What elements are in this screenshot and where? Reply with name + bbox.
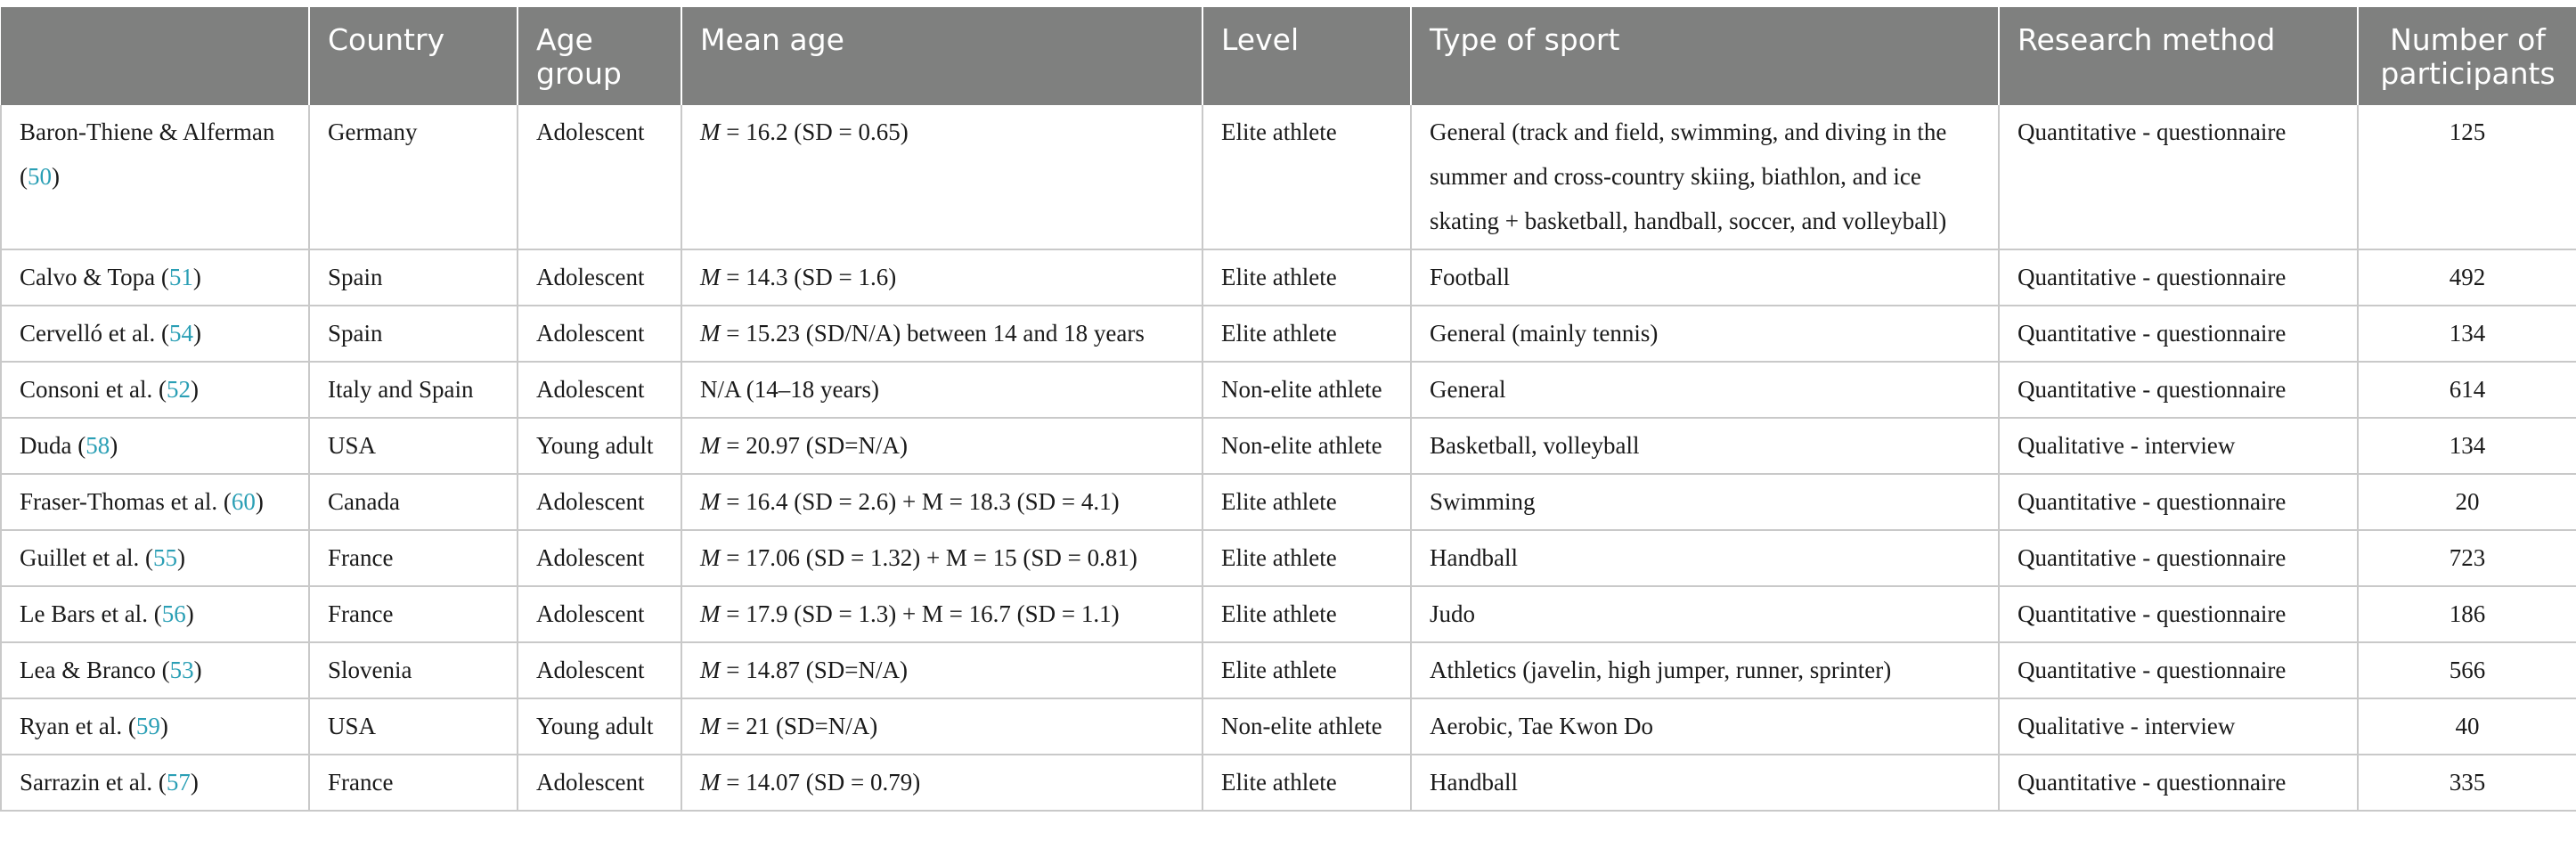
- country-text: France: [328, 600, 394, 627]
- mean-symbol: M: [700, 118, 721, 145]
- participants-count: 40: [2455, 713, 2480, 739]
- level-cell: [1202, 530, 1411, 586]
- sport-cell: [1411, 586, 1999, 642]
- study-cell: [1, 249, 309, 306]
- participants-count: 566: [2449, 657, 2486, 683]
- reference-link[interactable]: 59: [135, 713, 160, 739]
- reference-link[interactable]: 50: [28, 163, 52, 190]
- table-row: [1, 249, 2576, 306]
- participants-cell: [2358, 755, 2576, 811]
- sport-cell: [1411, 306, 1999, 362]
- study-author: Le Bars et al. (: [20, 600, 162, 627]
- mean-age-cell: [681, 362, 1202, 418]
- age-group-cell: [518, 249, 681, 306]
- method-cell: [1999, 698, 2358, 755]
- method-cell: [1999, 306, 2358, 362]
- table-row: [1, 586, 2576, 642]
- participants-count: 125: [2449, 118, 2486, 145]
- table-row: [1, 306, 2576, 362]
- method-text: Quantitative - questionnaire: [2018, 600, 2287, 627]
- country-text: Spain: [328, 264, 383, 290]
- age-group-cell: [518, 698, 681, 755]
- reference-link[interactable]: 55: [152, 544, 177, 571]
- participants-cell: [2358, 642, 2576, 698]
- mean-age-text: = 14.07 (SD = 0.79): [720, 769, 921, 796]
- mean-age-text: = 20.97 (SD=N/A): [720, 432, 908, 459]
- study-author: Duda (: [20, 432, 86, 459]
- country-cell: [309, 698, 518, 755]
- age-group-cell: [518, 362, 681, 418]
- sport-text: Basketball, volleyball: [1430, 432, 1640, 459]
- country-cell: [309, 642, 518, 698]
- method-text: Qualitative - interview: [2018, 432, 2236, 459]
- participants-cell: [2358, 586, 2576, 642]
- study-author-close: ): [110, 432, 118, 459]
- header-number-of-participants: Number of participants: [2358, 7, 2576, 105]
- study-cell: [1, 530, 309, 586]
- study-author: Guillet et al. (: [20, 544, 153, 571]
- age-group-text: Adolescent: [536, 769, 645, 796]
- table-row: [1, 362, 2576, 418]
- age-group-text: Adolescent: [536, 320, 645, 347]
- header-study: [1, 7, 309, 105]
- study-author-close: ): [52, 163, 60, 190]
- study-author-close: ): [185, 600, 194, 627]
- mean-symbol: M: [700, 544, 721, 571]
- method-text: Quantitative - questionnaire: [2018, 544, 2287, 571]
- sport-text: Handball: [1430, 769, 1518, 796]
- participants-cell: [2358, 530, 2576, 586]
- participants-count: 723: [2449, 544, 2486, 571]
- level-text: Elite athlete: [1221, 657, 1337, 683]
- method-cell: [1999, 105, 2358, 249]
- reference-link[interactable]: 54: [168, 320, 193, 347]
- mean-symbol: M: [700, 264, 721, 290]
- participants-cell: [2358, 249, 2576, 306]
- participants-cell: [2358, 105, 2576, 249]
- participants-count: 186: [2449, 600, 2486, 627]
- method-cell: [1999, 530, 2358, 586]
- sport-text: Judo: [1430, 600, 1476, 627]
- level-cell: [1202, 586, 1411, 642]
- sport-cell: [1411, 755, 1999, 811]
- table-body: [1, 105, 2576, 811]
- country-text: France: [328, 544, 394, 571]
- reference-link[interactable]: 57: [166, 769, 191, 796]
- sport-text: General (mainly tennis): [1430, 320, 1659, 347]
- participants-count: 492: [2449, 264, 2486, 290]
- country-cell: [309, 586, 518, 642]
- method-cell: [1999, 474, 2358, 530]
- mean-age-text: N/A (14–18 years): [700, 376, 879, 403]
- participants-count: 134: [2449, 320, 2486, 347]
- mean-age-text: = 16.2 (SD = 0.65): [720, 118, 909, 145]
- participants-count: 335: [2449, 769, 2486, 796]
- sport-text: General (track and field, swimming, and diving in the summer and cross-country skiing, biathlon, and ice skating + basketball, handball, soccer, and volleyball): [1430, 118, 1947, 234]
- level-text: Elite athlete: [1221, 600, 1337, 627]
- mean-age-text: = 14.3 (SD = 1.6): [720, 264, 897, 290]
- study-author-close: ): [255, 488, 264, 515]
- level-text: Elite athlete: [1221, 769, 1337, 796]
- mean-age-text: = 15.23 (SD/N/A) between 14 and 18 years: [720, 320, 1145, 347]
- study-author: Ryan et al. (: [20, 713, 136, 739]
- country-text: USA: [328, 713, 377, 739]
- study-cell: [1, 306, 309, 362]
- sport-text: Athletics (javelin, high jumper, runner, sprinter): [1430, 657, 1892, 683]
- age-group-text: Adolescent: [536, 118, 645, 145]
- table-row: [1, 418, 2576, 474]
- age-group-cell: [518, 586, 681, 642]
- country-text: Germany: [328, 118, 418, 145]
- sport-cell: [1411, 362, 1999, 418]
- mean-age-text: = 16.4 (SD = 2.6) + M = 18.3 (SD = 4.1): [720, 488, 1120, 515]
- mean-age-cell: [681, 418, 1202, 474]
- study-cell: [1, 698, 309, 755]
- sport-text: Handball: [1430, 544, 1518, 571]
- sport-text: General: [1430, 376, 1506, 403]
- level-cell: [1202, 306, 1411, 362]
- level-text: Non-elite athlete: [1221, 713, 1382, 739]
- level-cell: [1202, 755, 1411, 811]
- mean-age-text: = 21 (SD=N/A): [720, 713, 878, 739]
- study-cell: [1, 418, 309, 474]
- sport-cell: [1411, 249, 1999, 306]
- mean-symbol: M: [700, 713, 721, 739]
- study-cell: [1, 755, 309, 811]
- sport-cell: [1411, 418, 1999, 474]
- age-group-text: Adolescent: [536, 376, 645, 403]
- study-cell: [1, 105, 309, 249]
- method-text: Quantitative - questionnaire: [2018, 488, 2287, 515]
- table-header: [1, 7, 2576, 105]
- participants-count: 134: [2449, 432, 2486, 459]
- country-text: Canada: [328, 488, 400, 515]
- country-text: Italy and Spain: [328, 376, 474, 403]
- country-text: Spain: [328, 320, 383, 347]
- age-group-text: Young adult: [536, 713, 654, 739]
- age-group-text: Adolescent: [536, 600, 645, 627]
- level-cell: [1202, 698, 1411, 755]
- level-text: Elite athlete: [1221, 264, 1337, 290]
- study-author: Sarrazin et al. (: [20, 769, 167, 796]
- country-cell: [309, 530, 518, 586]
- header-mean-age: Mean age: [681, 7, 1202, 105]
- level-text: Elite athlete: [1221, 488, 1337, 515]
- study-author: Fraser-Thomas et al. (: [20, 488, 232, 515]
- study-author-close: ): [176, 544, 185, 571]
- age-group-cell: [518, 474, 681, 530]
- study-author-close: ): [190, 769, 199, 796]
- study-cell: [1, 642, 309, 698]
- level-text: Non-elite athlete: [1221, 432, 1382, 459]
- mean-age-cell: [681, 755, 1202, 811]
- method-text: Quantitative - questionnaire: [2018, 769, 2287, 796]
- age-group-cell: [518, 530, 681, 586]
- age-group-cell: [518, 105, 681, 249]
- method-text: Quantitative - questionnaire: [2018, 657, 2287, 683]
- reference-link[interactable]: 60: [231, 488, 256, 515]
- participants-cell: [2358, 362, 2576, 418]
- mean-age-text: = 17.9 (SD = 1.3) + M = 16.7 (SD = 1.1): [720, 600, 1120, 627]
- age-group-text: Adolescent: [536, 488, 645, 515]
- table-row: [1, 105, 2576, 249]
- age-group-text: Young adult: [536, 432, 654, 459]
- study-cell: [1, 362, 309, 418]
- age-group-cell: [518, 306, 681, 362]
- method-cell: [1999, 418, 2358, 474]
- level-cell: [1202, 105, 1411, 249]
- method-text: Quantitative - questionnaire: [2018, 320, 2287, 347]
- mean-symbol: M: [700, 432, 721, 459]
- sport-cell: [1411, 105, 1999, 249]
- table-row: [1, 698, 2576, 755]
- method-cell: [1999, 249, 2358, 306]
- country-cell: [309, 249, 518, 306]
- method-text: Qualitative - interview: [2018, 713, 2236, 739]
- level-cell: [1202, 249, 1411, 306]
- study-author-close: ): [159, 713, 168, 739]
- method-cell: [1999, 362, 2358, 418]
- study-author-close: ): [193, 657, 202, 683]
- header-row: [1, 7, 2576, 105]
- participants-cell: [2358, 698, 2576, 755]
- study-author: Calvo & Topa (: [20, 264, 169, 290]
- age-group-cell: [518, 755, 681, 811]
- participants-cell: [2358, 474, 2576, 530]
- table-row: [1, 755, 2576, 811]
- mean-symbol: M: [700, 769, 721, 796]
- study-author: Baron-Thiene & Alferman (: [20, 118, 275, 190]
- country-cell: [309, 418, 518, 474]
- sport-text: Football: [1430, 264, 1511, 290]
- sport-text: Aerobic, Tae Kwon Do: [1430, 713, 1654, 739]
- studies-table: [0, 7, 2576, 812]
- level-text: Elite athlete: [1221, 118, 1337, 145]
- mean-symbol: M: [700, 657, 721, 683]
- age-group-text: Adolescent: [536, 657, 645, 683]
- method-text: Quantitative - questionnaire: [2018, 264, 2287, 290]
- level-cell: [1202, 474, 1411, 530]
- table-row: [1, 530, 2576, 586]
- participants-cell: [2358, 306, 2576, 362]
- method-text: Quantitative - questionnaire: [2018, 118, 2287, 145]
- method-text: Quantitative - questionnaire: [2018, 376, 2287, 403]
- sport-cell: [1411, 474, 1999, 530]
- reference-link[interactable]: 56: [161, 600, 186, 627]
- header-age-group: Age group: [518, 7, 681, 105]
- country-cell: [309, 362, 518, 418]
- mean-age-text: = 14.87 (SD=N/A): [720, 657, 908, 683]
- participants-count: 20: [2455, 488, 2480, 515]
- sport-cell: [1411, 530, 1999, 586]
- header-level: Level: [1202, 7, 1411, 105]
- level-cell: [1202, 418, 1411, 474]
- method-cell: [1999, 755, 2358, 811]
- age-group-text: Adolescent: [536, 544, 645, 571]
- table-row: [1, 474, 2576, 530]
- level-cell: [1202, 362, 1411, 418]
- method-cell: [1999, 642, 2358, 698]
- sport-cell: [1411, 642, 1999, 698]
- study-cell: [1, 474, 309, 530]
- mean-age-cell: [681, 306, 1202, 362]
- level-text: Elite athlete: [1221, 544, 1337, 571]
- study-author-close: ): [192, 264, 201, 290]
- age-group-cell: [518, 642, 681, 698]
- study-author: Cervelló et al. (: [20, 320, 169, 347]
- country-text: USA: [328, 432, 377, 459]
- mean-age-text: = 17.06 (SD = 1.32) + M = 15 (SD = 0.81): [720, 544, 1137, 571]
- mean-age-cell: [681, 249, 1202, 306]
- mean-age-cell: [681, 642, 1202, 698]
- mean-age-cell: [681, 586, 1202, 642]
- age-group-text: Adolescent: [536, 264, 645, 290]
- method-cell: [1999, 586, 2358, 642]
- country-cell: [309, 105, 518, 249]
- mean-symbol: M: [700, 600, 721, 627]
- mean-age-cell: [681, 530, 1202, 586]
- country-cell: [309, 755, 518, 811]
- country-cell: [309, 474, 518, 530]
- study-cell: [1, 586, 309, 642]
- study-author: Consoni et al. (: [20, 376, 167, 403]
- header-type-of-sport: Type of sport: [1411, 7, 1999, 105]
- country-text: France: [328, 769, 394, 796]
- sport-cell: [1411, 698, 1999, 755]
- header-research-method: Research method: [1999, 7, 2358, 105]
- reference-link[interactable]: 51: [168, 264, 193, 290]
- sport-text: Swimming: [1430, 488, 1536, 515]
- reference-link[interactable]: 52: [166, 376, 191, 403]
- study-author-close: ): [190, 376, 199, 403]
- mean-symbol: M: [700, 320, 721, 347]
- mean-age-cell: [681, 698, 1202, 755]
- table-row: [1, 642, 2576, 698]
- age-group-cell: [518, 418, 681, 474]
- study-author: Lea & Branco (: [20, 657, 170, 683]
- level-text: Non-elite athlete: [1221, 376, 1382, 403]
- mean-symbol: M: [700, 488, 721, 515]
- country-cell: [309, 306, 518, 362]
- header-country: Country: [309, 7, 518, 105]
- reference-link[interactable]: 58: [86, 432, 110, 459]
- mean-age-cell: [681, 105, 1202, 249]
- level-text: Elite athlete: [1221, 320, 1337, 347]
- mean-age-cell: [681, 474, 1202, 530]
- level-cell: [1202, 642, 1411, 698]
- participants-count: 614: [2449, 376, 2486, 403]
- study-author-close: ): [192, 320, 201, 347]
- country-text: Slovenia: [328, 657, 412, 683]
- reference-link[interactable]: 53: [169, 657, 194, 683]
- participants-cell: [2358, 418, 2576, 474]
